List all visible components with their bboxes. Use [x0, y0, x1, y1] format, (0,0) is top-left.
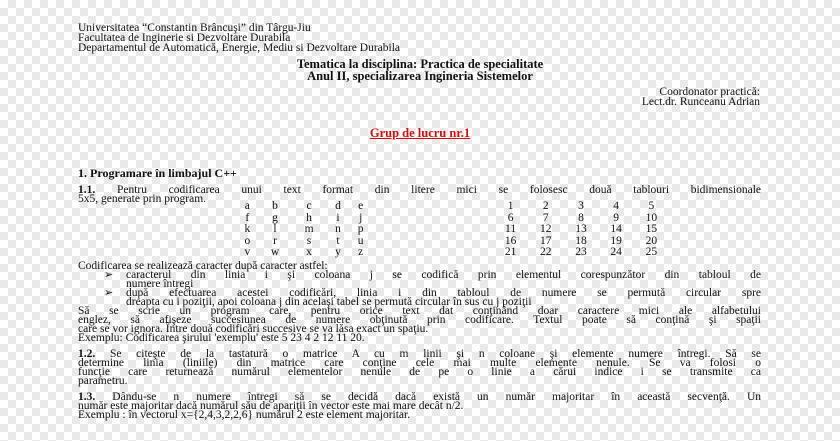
- table-cell: 17: [540, 234, 552, 247]
- table-cell: d: [335, 200, 341, 212]
- bullet-1-line: numere întregi: [126, 278, 194, 290]
- table-cell: u: [357, 234, 364, 247]
- table-cell: c: [306, 200, 312, 212]
- table-cell: r: [273, 234, 277, 247]
- paragraph-number: 1.3.: [78, 391, 96, 403]
- table-cell: 6: [507, 211, 514, 224]
- paragraph-1-1-line: 5x5, generate prin program.: [78, 193, 207, 205]
- bullet-2-line: dreapta cu i poziţii, apoi coloana j din acelaşi tabel se permută circular în sus cu j poziţii: [126, 296, 532, 308]
- table-cell: 22: [540, 246, 552, 259]
- paragraph-1-2-line: funcţie care returnează numărul elementelor nenule de pe o linie a cărui indice i se transmite ca: [78, 366, 761, 378]
- table-cell: 12: [540, 223, 552, 236]
- table-cell: f: [245, 211, 250, 224]
- table-cell: n: [335, 223, 341, 236]
- table-cell: 8: [578, 211, 584, 224]
- university-name: Universitatea “Constantin Brâncuşi” din Târgu-Jiu: [78, 22, 311, 34]
- table-cell: 13: [575, 223, 587, 236]
- document-subtitle: Anul II, specializarea Ingineria Sistemelor: [307, 69, 533, 83]
- table-cell: 14: [610, 223, 622, 236]
- table-cell: 10: [645, 211, 658, 224]
- bullet-1-line: caracterul din linia i şi coloana j se codifică prin elementul corespunzător din tabloul de: [126, 269, 761, 281]
- table-cell: i: [336, 211, 340, 224]
- table-cell: y: [335, 246, 341, 259]
- table-cell: 21: [504, 246, 517, 259]
- bullet-2-line: după efectuarea acestei codificări, linia i din tabloul de numere se permută circular spre: [126, 287, 761, 299]
- arrow-bullet-icon: ➢: [104, 269, 114, 281]
- table-cell: 7: [542, 211, 549, 224]
- table-cell: 19: [610, 234, 622, 247]
- paragraph-1-2-line: parametru.: [78, 375, 128, 387]
- coordinator-label: Coordonator practică:: [659, 86, 760, 98]
- arrow-bullet-icon: ➢: [104, 287, 114, 299]
- table-cell: 9: [613, 211, 620, 224]
- letters-table: [236, 201, 372, 259]
- table-cell: a: [244, 200, 250, 212]
- section-heading: 1. Programare în limbajul C++: [78, 166, 237, 180]
- table-cell: g: [272, 211, 278, 224]
- table-cell: o: [244, 234, 251, 247]
- paragraph-text: Se citeşte de la tastatură o matrice A cu m linii şi n coloane şi elemente numere întregi. Să se: [109, 348, 761, 360]
- paragraph-1-2-line: determine linia (liniile) din matrice care conţine cele mai multe elemente nenule. Se va folosi o: [78, 357, 761, 369]
- coding-example: Exemplu: Codificarea şirului 'exemplu' este 5 23 4 2 12 11 20.: [78, 332, 365, 344]
- table-cell: 18: [575, 234, 587, 247]
- table-cell: 16: [504, 234, 517, 247]
- table-cell: j: [359, 211, 363, 224]
- table-cell: m: [304, 223, 314, 236]
- document-title: Tematica la disciplina: Practica de specialitate: [296, 57, 544, 71]
- paragraph-text: Dându-se n numere întregi să se decidă dacă există un număr majoritar în această secvenţă. Un: [112, 391, 761, 403]
- coding-paragraph-line: Să se scrie un program care, pentru orice text dat conţinând doar caractere mici ale alfabetului: [78, 305, 761, 317]
- table-cell: 15: [645, 223, 658, 236]
- department-name: Departamentul de Automatică, Energie, Mediu si Dezvoltare Durabila: [78, 42, 400, 54]
- table-cell: 2: [542, 200, 549, 212]
- table-cell: k: [244, 223, 251, 236]
- table-cell: p: [357, 223, 364, 236]
- table-cell: 20: [645, 234, 658, 247]
- table-cell: t: [336, 234, 340, 247]
- table-cell: 25: [645, 246, 658, 259]
- paragraph-1-3-line: Exemplu : în vectorul x={2,4,3,2,2,6} numărul 2 este element majoritar.: [78, 409, 411, 421]
- table-cell: 1: [507, 200, 514, 212]
- coordinator-name: Lect.dr. Runceanu Adrian: [641, 96, 760, 108]
- table-cell: 11: [505, 223, 517, 236]
- table-cell: h: [306, 211, 312, 224]
- table-cell: e: [358, 200, 364, 212]
- table-cell: z: [358, 246, 364, 259]
- coding-paragraph-line: care se vor ignora. Între două codificări succesive se va lăsa exact un spaţiu.: [78, 323, 429, 335]
- table-cell: 23: [575, 246, 587, 259]
- coding-intro: Codificarea se realizează caracter după caracter astfel:: [78, 260, 328, 272]
- faculty-name: Facultatea de Inginerie si Dezvoltare Durabila: [78, 32, 291, 44]
- table-cell: 24: [610, 246, 622, 259]
- table-cell: v: [244, 246, 251, 259]
- table-cell: x: [306, 246, 312, 259]
- table-cell: l: [273, 223, 277, 236]
- coding-paragraph-line: englez, să afişeze succesiunea de numere obţinută prin codificare. Textul poate să conţină şi spaţii: [78, 314, 761, 326]
- table-cell: w: [270, 246, 280, 259]
- letters-table-body: [236, 201, 372, 259]
- paragraph-number: 1.2.: [78, 348, 96, 360]
- table-cell: 4: [613, 200, 620, 212]
- group-title: Grup de lucru nr.1: [369, 126, 471, 140]
- numbers-table-body: [493, 201, 669, 259]
- table-cell: s: [306, 234, 312, 247]
- table-cell: 5: [648, 200, 655, 212]
- table-cell: 3: [578, 200, 584, 212]
- paragraph-1-3-line: număr este majoritar dacă numărul său de apariţii în vector este mai mare decât n/2.: [78, 400, 464, 412]
- table-cell: b: [272, 200, 278, 212]
- paragraph-text: Pentru codificarea unui text format din litere mici se folosesc două tablouri bidimensionale: [116, 184, 761, 196]
- paragraph-number: 1.1.: [78, 184, 96, 196]
- numbers-table: [493, 201, 669, 259]
